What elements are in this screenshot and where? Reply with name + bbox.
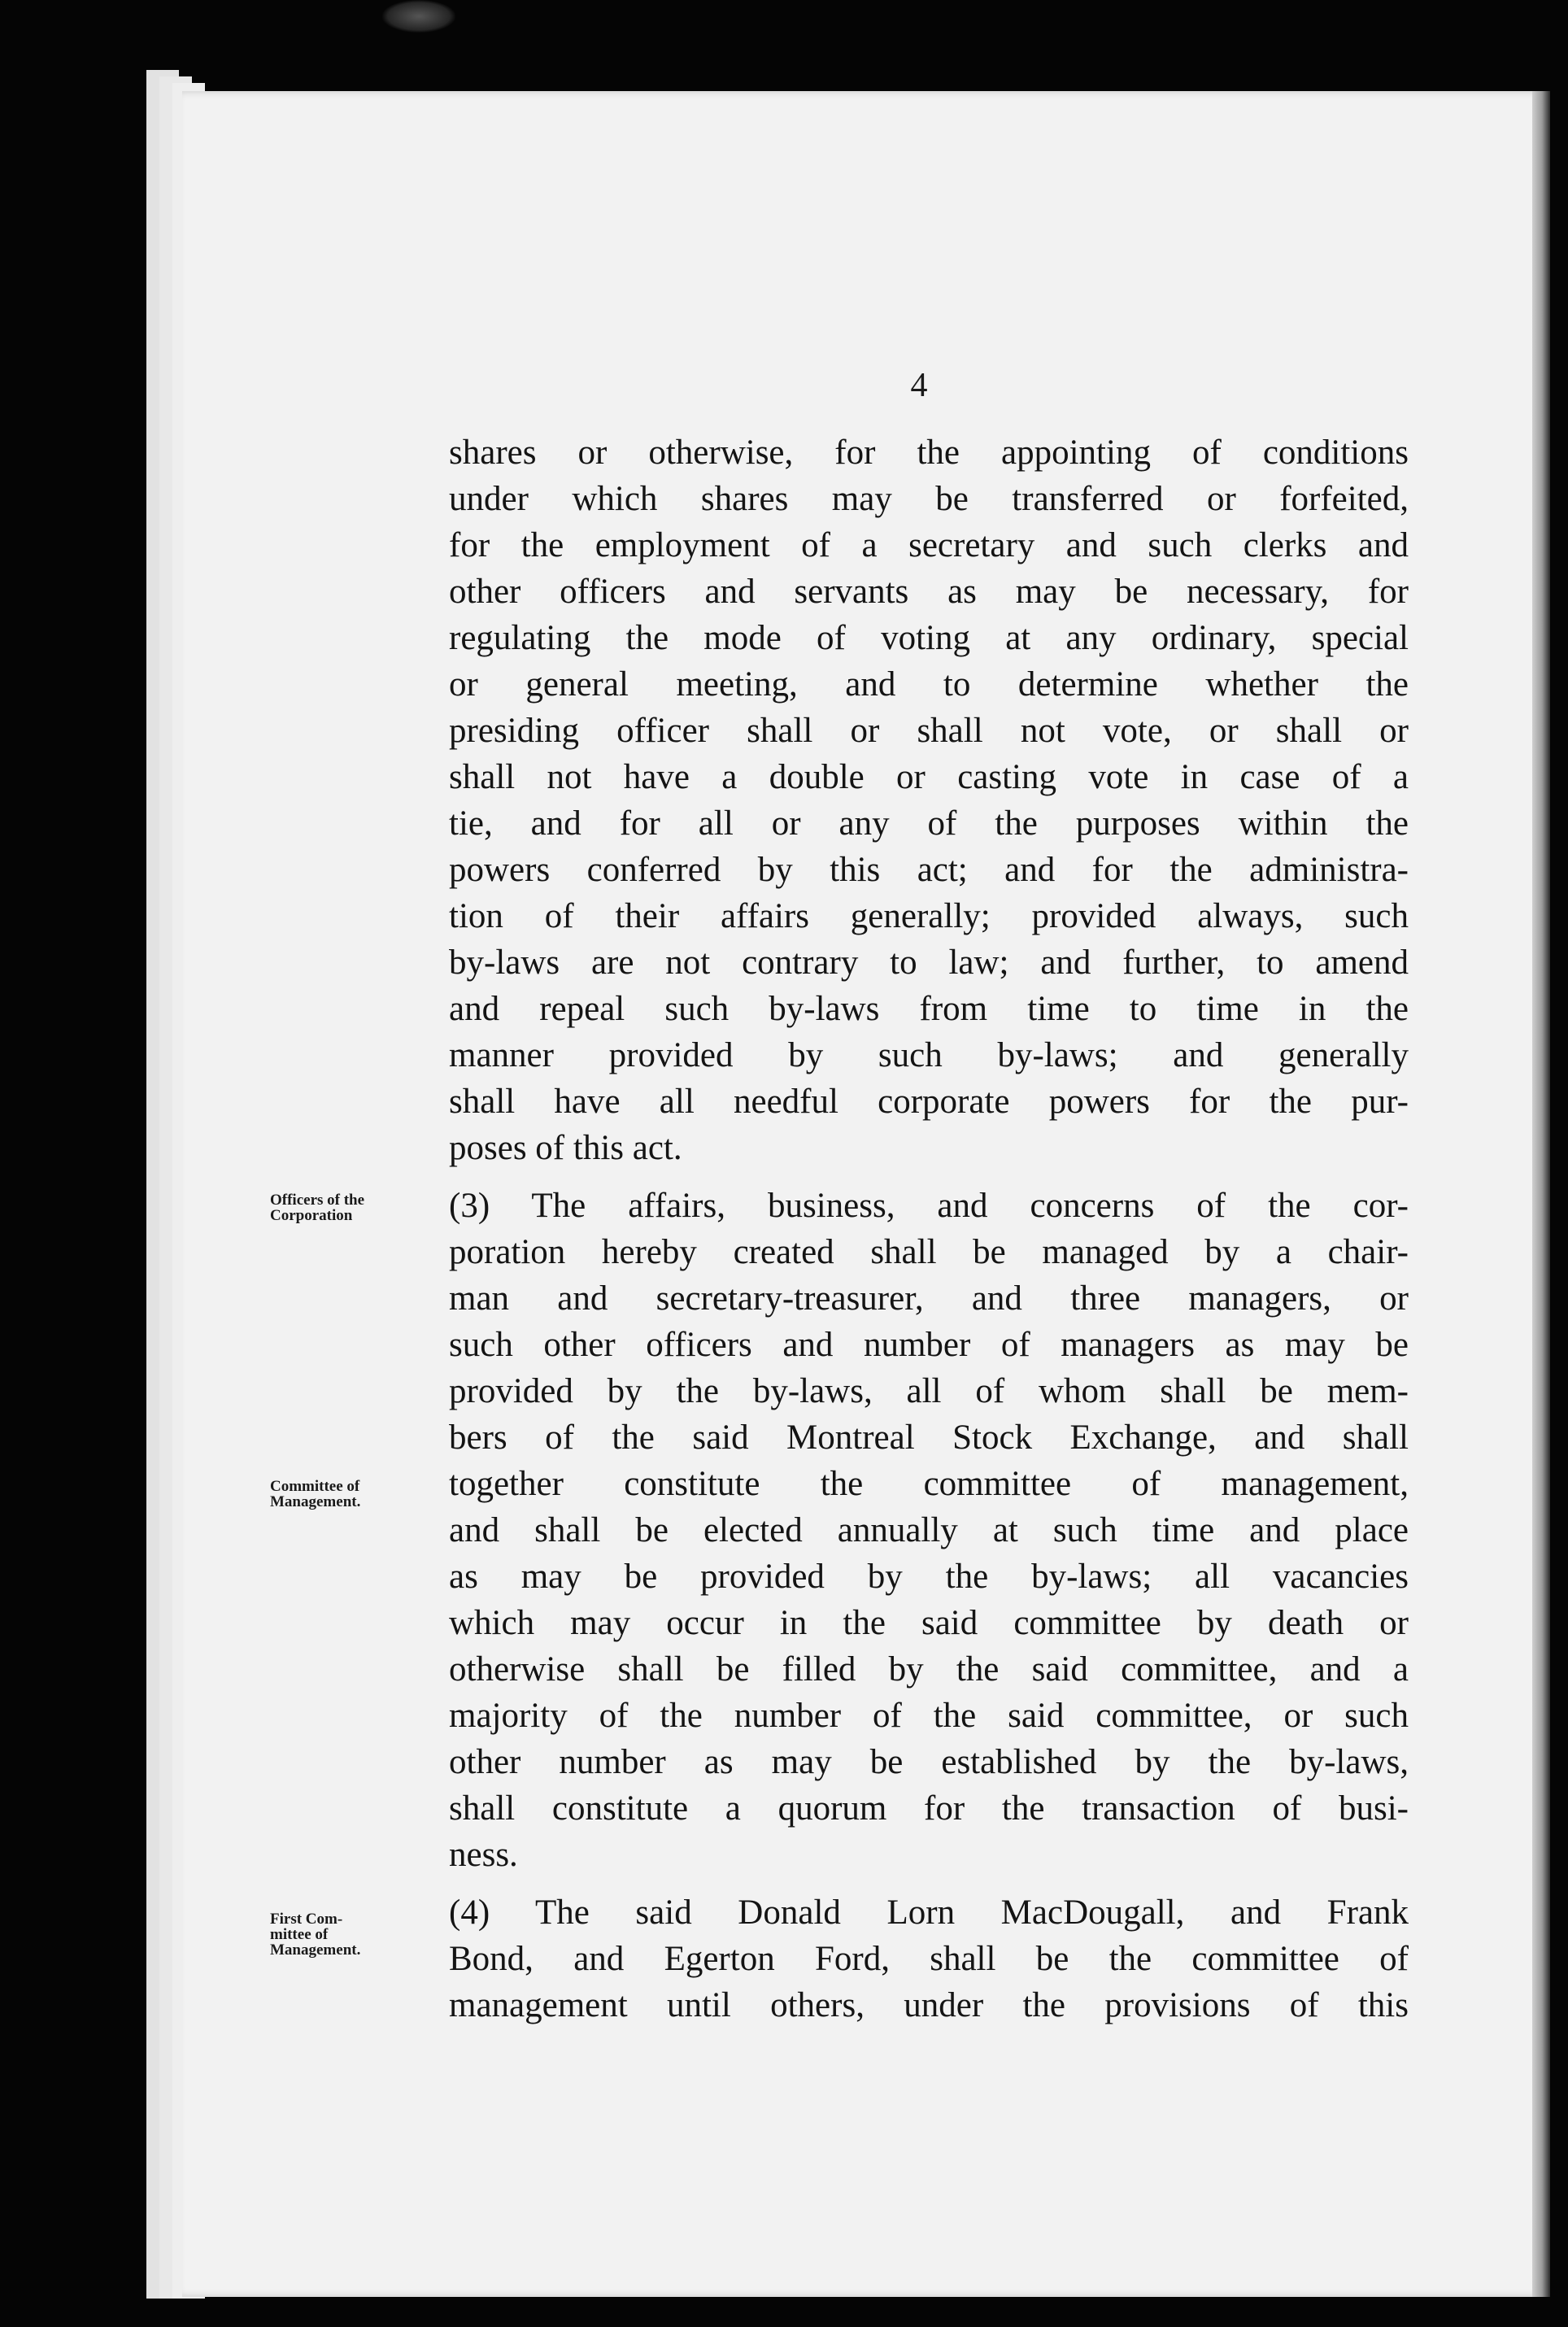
margin-note-line: Management. — [270, 1493, 361, 1510]
text-line: regulating the mode of voting at any ordinary, special — [449, 619, 1409, 657]
text-line: Bond, and Egerton Ford, shall be the committee of — [449, 1940, 1409, 1978]
text-line: manner provided by such by-laws; and generally — [449, 1036, 1409, 1074]
text-line: provided by the by-laws, all of whom shall be mem- — [449, 1372, 1409, 1410]
body-text — [449, 429, 1409, 2028]
text-line: shall not have a double or casting vote in case of a — [449, 758, 1409, 796]
text-line: by-laws are not contrary to law; and further, to amend — [449, 943, 1409, 982]
text-line: as may be provided by the by-laws; all vacancies — [449, 1558, 1409, 1596]
text-line: (3) The affairs, business, and concerns of the cor- — [449, 1187, 1409, 1225]
text-line: together constitute the committee of management, — [449, 1465, 1409, 1503]
scan-smudge — [382, 0, 455, 33]
text-line: shall constitute a quorum for the transaction of busi- — [449, 1789, 1409, 1828]
margin-note-line: Management. — [270, 1941, 361, 1959]
margin-note-line: mittee of — [270, 1926, 329, 1943]
text-line: and shall be elected annually at such time and place — [449, 1511, 1409, 1549]
text-line: management until others, under the provisions of this — [449, 1986, 1409, 2024]
text-line: poration hereby created shall be managed by a chair- — [449, 1233, 1409, 1271]
page-binding-shadow — [1532, 91, 1550, 2297]
text-line: otherwise shall be filled by the said committee, and a — [449, 1650, 1409, 1689]
text-line: tie, and for all or any of the purposes within the — [449, 804, 1409, 843]
margin-note-line: First Com- — [270, 1911, 343, 1928]
paragraph-continuation — [449, 429, 1409, 1171]
margin-note-line: Committee of — [270, 1478, 360, 1495]
text-line: such other officers and number of managers as may be — [449, 1326, 1409, 1364]
page-number: 4 — [910, 367, 928, 404]
text-line: (4) The said Donald Lorn MacDougall, and Frank — [449, 1893, 1409, 1932]
text-line: which may occur in the said committee by death or — [449, 1604, 1409, 1642]
margin-note-line: Officers of the — [270, 1192, 365, 1209]
text-line: man and secretary-treasurer, and three managers, or — [449, 1279, 1409, 1318]
text-line: or general meeting, and to determine whether the — [449, 665, 1409, 704]
margin-note-first-committee — [270, 1911, 433, 1958]
text-line: under which shares may be transferred or forfeited, — [449, 480, 1409, 518]
text-line: majority of the number of the said committee, or such — [449, 1697, 1409, 1735]
text-line: other officers and servants as may be necessary, for — [449, 573, 1409, 611]
paragraph-section-3 — [449, 1183, 1409, 1878]
text-line: poses of this act. — [449, 1129, 682, 1167]
text-line: other number as may be established by the by-laws, — [449, 1743, 1409, 1781]
margin-note-line: Corporation — [270, 1207, 353, 1224]
text-line: powers conferred by this act; and for the administra- — [449, 851, 1409, 889]
paragraph-section-4 — [449, 1889, 1409, 2028]
text-line: tion of their affairs generally; provided always, such — [449, 897, 1409, 935]
text-line: and repeal such by-laws from time to time in the — [449, 990, 1409, 1028]
text-line: presiding officer shall or shall not vote, or shall or — [449, 712, 1409, 750]
margin-note-officers — [270, 1192, 433, 1223]
text-line: shares or otherwise, for the appointing of conditions — [449, 434, 1409, 472]
text-line: ness. — [449, 1836, 518, 1874]
text-line: for the employment of a secretary and such clerks and — [449, 526, 1409, 564]
text-line: shall have all needful corporate powers for the pur- — [449, 1083, 1409, 1121]
margin-note-committee — [270, 1479, 433, 1510]
text-line: bers of the said Montreal Stock Exchange, and shall — [449, 1418, 1409, 1457]
